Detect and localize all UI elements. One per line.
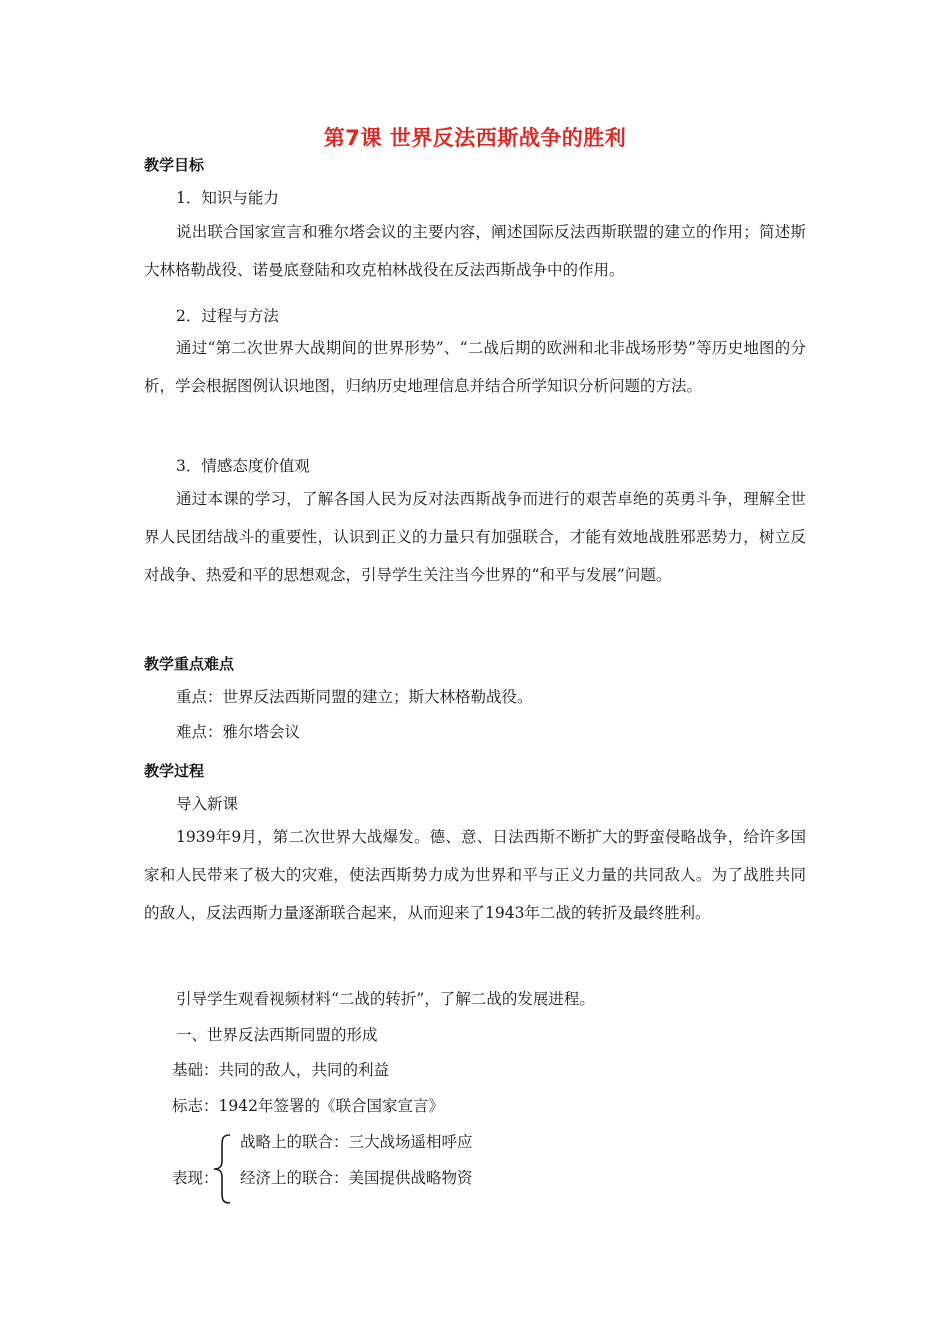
intro-text: 1939年9月，第二次世界大战爆发。德、意、日法西斯不断扩大的野蛮侵略战争，给许多国家和人民带来了极大的灾难，使法西斯势力成为世界和平与正义力量的共同敌人。为了战胜共同的敌人，反法西斯力量逐渐联合起来，从而迎来了1943年二战的转折及最终胜利。 [144, 828, 806, 922]
manifest-label: 表现： [172, 1169, 219, 1187]
goal-3-title: 3．情感态度价值观 [176, 457, 310, 475]
goal-2-text: 通过“第二次世界大战期间的世界形势”、“二战后期的欧洲和北非战场形势”等历史地图的分析，学会根据图例认识地图，归纳历史地理信息并结合所学知识分析问题的方法。 [144, 339, 806, 395]
manifest-item: 经济上的联合：美国提供战略物资 [240, 1169, 473, 1187]
goal-3-text: 通过本课的学习，了解各国人民为反对法西斯战争而进行的艰苦卓绝的英勇斗争，理解全世界人民团结战斗的重要性，认识到正义的力量只有加强联合，才能有效地战胜邪恶势力，树立反对战争、热爱和平的思想观念，引导学生关注当今世界的“和平与发展”问题。 [144, 490, 806, 584]
intro-label: 导入新课 [176, 795, 239, 813]
goal-1-text: 说出联合国家宣言和雅尔塔会议的主要内容，阐述国际反法西斯联盟的建立的作用；简述斯大林格勒战役、诺曼底登陆和攻克柏林战役在反法西斯战争中的作用。 [144, 223, 806, 279]
curly-brace-icon [210, 1133, 234, 1205]
key-points-heading: 教学重点难点 [144, 655, 235, 673]
goals-heading: 教学目标 [144, 156, 205, 174]
guide-text: 引导学生观看视频材料“二战的转折”，了解二战的发展进程。 [176, 990, 595, 1008]
goal-1-title: 1．知识与能力 [176, 189, 279, 207]
manifest-item: 战略上的联合：三大战场遥相呼应 [240, 1133, 473, 1151]
part-1-title: 一、世界反法西斯同盟的形成 [176, 1026, 378, 1044]
difficulty-text: 难点：雅尔塔会议 [176, 723, 301, 741]
goal-2-title: 2．过程与方法 [176, 307, 279, 325]
sign-text: 标志：1942年签署的《联合国家宣言》 [172, 1097, 444, 1115]
key-point-text: 重点：世界反法西斯同盟的建立；斯大林格勒战役。 [176, 688, 533, 706]
lesson-title: 第7课 世界反法西斯战争的胜利 [323, 126, 627, 150]
process-heading: 教学过程 [144, 762, 205, 780]
basis-text: 基础：共同的敌人，共同的利益 [172, 1061, 390, 1079]
